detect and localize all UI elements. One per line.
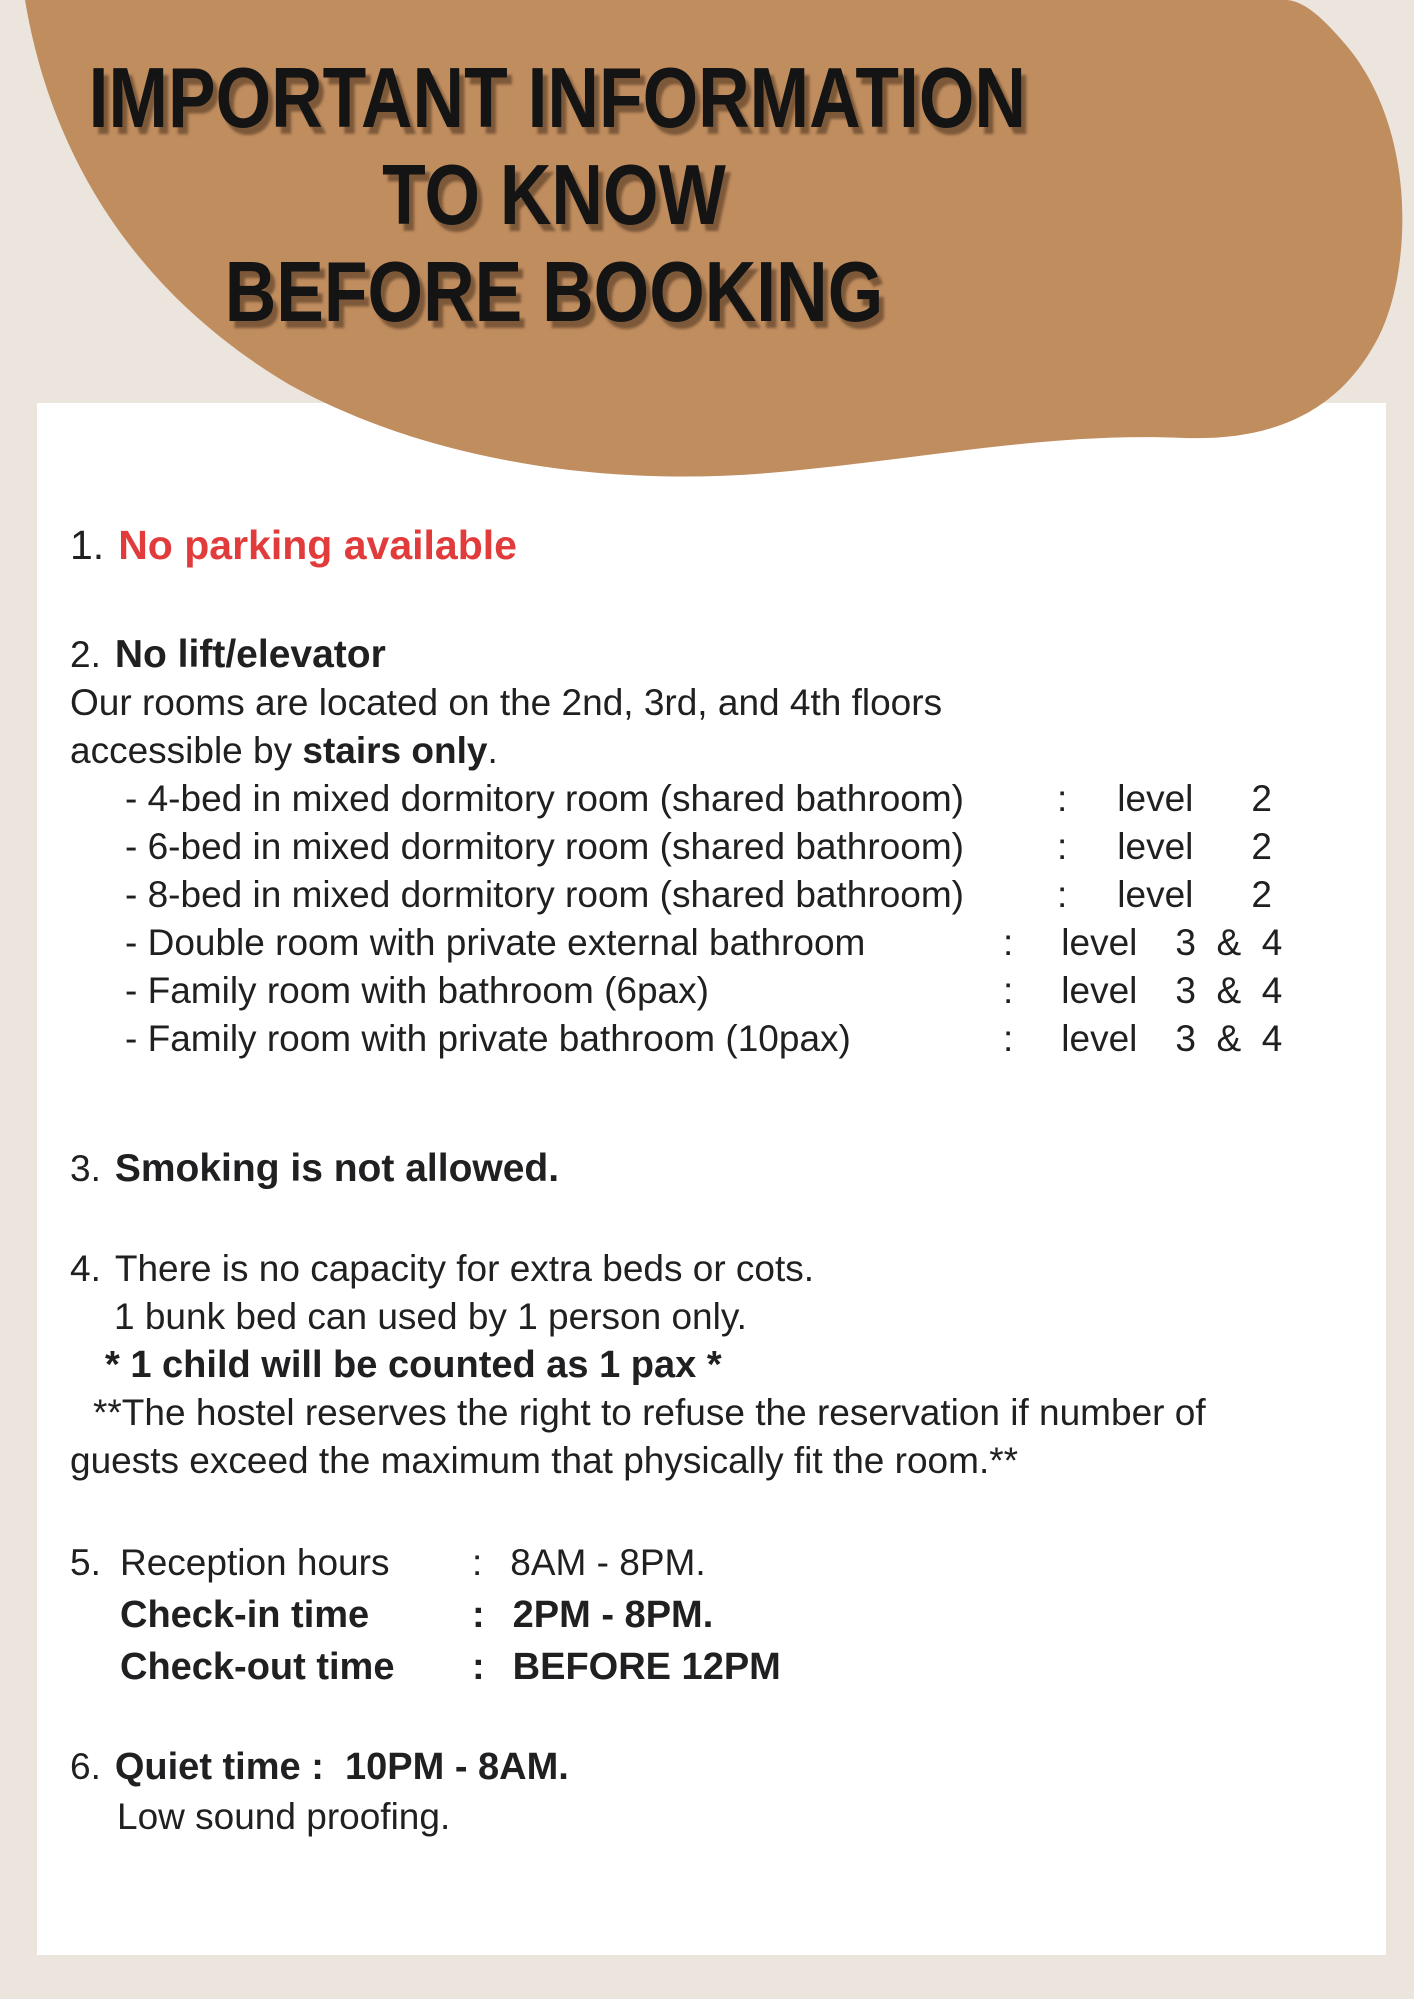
room-level-label: level (1061, 922, 1138, 963)
poster-title-line-2: TO KNOW (382, 148, 726, 243)
hours-colon: : (472, 1542, 483, 1583)
room-level-value: 2 (1251, 778, 1272, 819)
room-row (70, 1015, 1356, 1063)
room-colon: : (1003, 1018, 1014, 1059)
poster-title (88, 50, 1026, 341)
room-level-value: 2 (1251, 826, 1272, 867)
section-2-body-line-2 (70, 727, 1356, 775)
room-row (70, 871, 1356, 919)
room-level-label: level (1117, 874, 1194, 915)
hours-row (70, 1641, 1356, 1693)
section-2-title: No lift/elevator (114, 633, 386, 676)
section-6-number: 6. (70, 1746, 101, 1787)
hours-value: BEFORE 12PM (512, 1646, 781, 1688)
hours-row (70, 1589, 1356, 1641)
section-3-number: 3. (70, 1148, 101, 1189)
hours-value: 2PM - 8PM. (512, 1594, 714, 1636)
room-name: - 8-bed in mixed dormitory room (shared bathroom) (125, 874, 964, 915)
section-6-quiet-time (70, 1743, 1356, 1843)
section-4-number: 4. (70, 1248, 101, 1289)
section-2-body-line-2-post: . (487, 730, 498, 771)
hours-colon: : (472, 1594, 485, 1636)
poster-title-line-1: IMPORTANT INFORMATION (88, 51, 1026, 146)
room-level-label: level (1061, 970, 1138, 1011)
section-4-line-3: * 1 child will be counted as 1 pax * (105, 1344, 722, 1386)
room-name: - Family room with bathroom (6pax) (125, 970, 709, 1011)
room-colon: : (1057, 778, 1068, 819)
room-colon: : (1003, 922, 1014, 963)
room-level-label: level (1117, 826, 1194, 867)
room-row (70, 967, 1356, 1015)
room-name: - Family room with private bathroom (10pax) (125, 1018, 851, 1059)
section-1-number: 1. (70, 522, 105, 568)
room-colon: : (1003, 970, 1014, 1011)
hours-colon: : (472, 1646, 485, 1688)
section-2-body-line-2-pre: accessible by (70, 730, 303, 771)
section-3-title: Smoking is not allowed. (114, 1147, 560, 1190)
section-4-line-2: 1 bunk bed can used by 1 person only. (114, 1296, 747, 1337)
room-name: - 4-bed in mixed dormitory room (shared bathroom) (125, 778, 964, 819)
section-2-heading (70, 631, 1356, 679)
section-6-line-2: Low sound proofing. (117, 1796, 451, 1837)
room-level-value: 2 (1251, 874, 1272, 915)
room-colon: : (1057, 826, 1068, 867)
section-4-line-5: guests exceed the maximum that physically fit the room.** (70, 1440, 1019, 1481)
section-2-number: 2. (70, 634, 101, 675)
room-level-value: 3 & 4 (1175, 970, 1283, 1011)
poster-title-line-3: BEFORE BOOKING (224, 245, 884, 340)
section-1-title: No parking available (118, 522, 517, 568)
section-1-no-parking (70, 521, 1356, 569)
hours-row (70, 1537, 1356, 1589)
room-name: - 6-bed in mixed dormitory room (shared bathroom) (125, 826, 964, 867)
hours-value: 8AM - 8PM. (510, 1542, 706, 1583)
room-row (70, 775, 1356, 823)
section-5-number: 5. (70, 1542, 101, 1583)
room-level-value: 3 & 4 (1175, 922, 1283, 963)
room-row (70, 823, 1356, 871)
room-row (70, 919, 1356, 967)
info-card (37, 403, 1386, 1955)
room-level-value: 3 & 4 (1175, 1018, 1283, 1059)
section-3-heading (70, 1145, 1356, 1193)
section-4-line-4: **The hostel reserves the right to refuse the reservation if number of (93, 1392, 1206, 1433)
section-4-title: There is no capacity for extra beds or cots. (114, 1248, 815, 1289)
hours-label: Reception hours (120, 1542, 390, 1583)
section-5-hours (70, 1537, 1356, 1693)
hours-label: Check-in time (120, 1594, 370, 1636)
room-colon: : (1057, 874, 1068, 915)
room-name: - Double room with private external bathroom (125, 922, 866, 963)
section-4-line-1 (70, 1245, 1356, 1293)
section-6-title: Quiet time : 10PM - 8AM. (114, 1746, 569, 1788)
stairs-only-bold: stairs only (302, 730, 488, 771)
section-6-heading (70, 1743, 1356, 1791)
section-2-body-line-1: Our rooms are located on the 2nd, 3rd, and 4th floors (70, 682, 943, 723)
room-level-label: level (1117, 778, 1194, 819)
room-level-label: level (1061, 1018, 1138, 1059)
hours-label: Check-out time (120, 1646, 395, 1688)
